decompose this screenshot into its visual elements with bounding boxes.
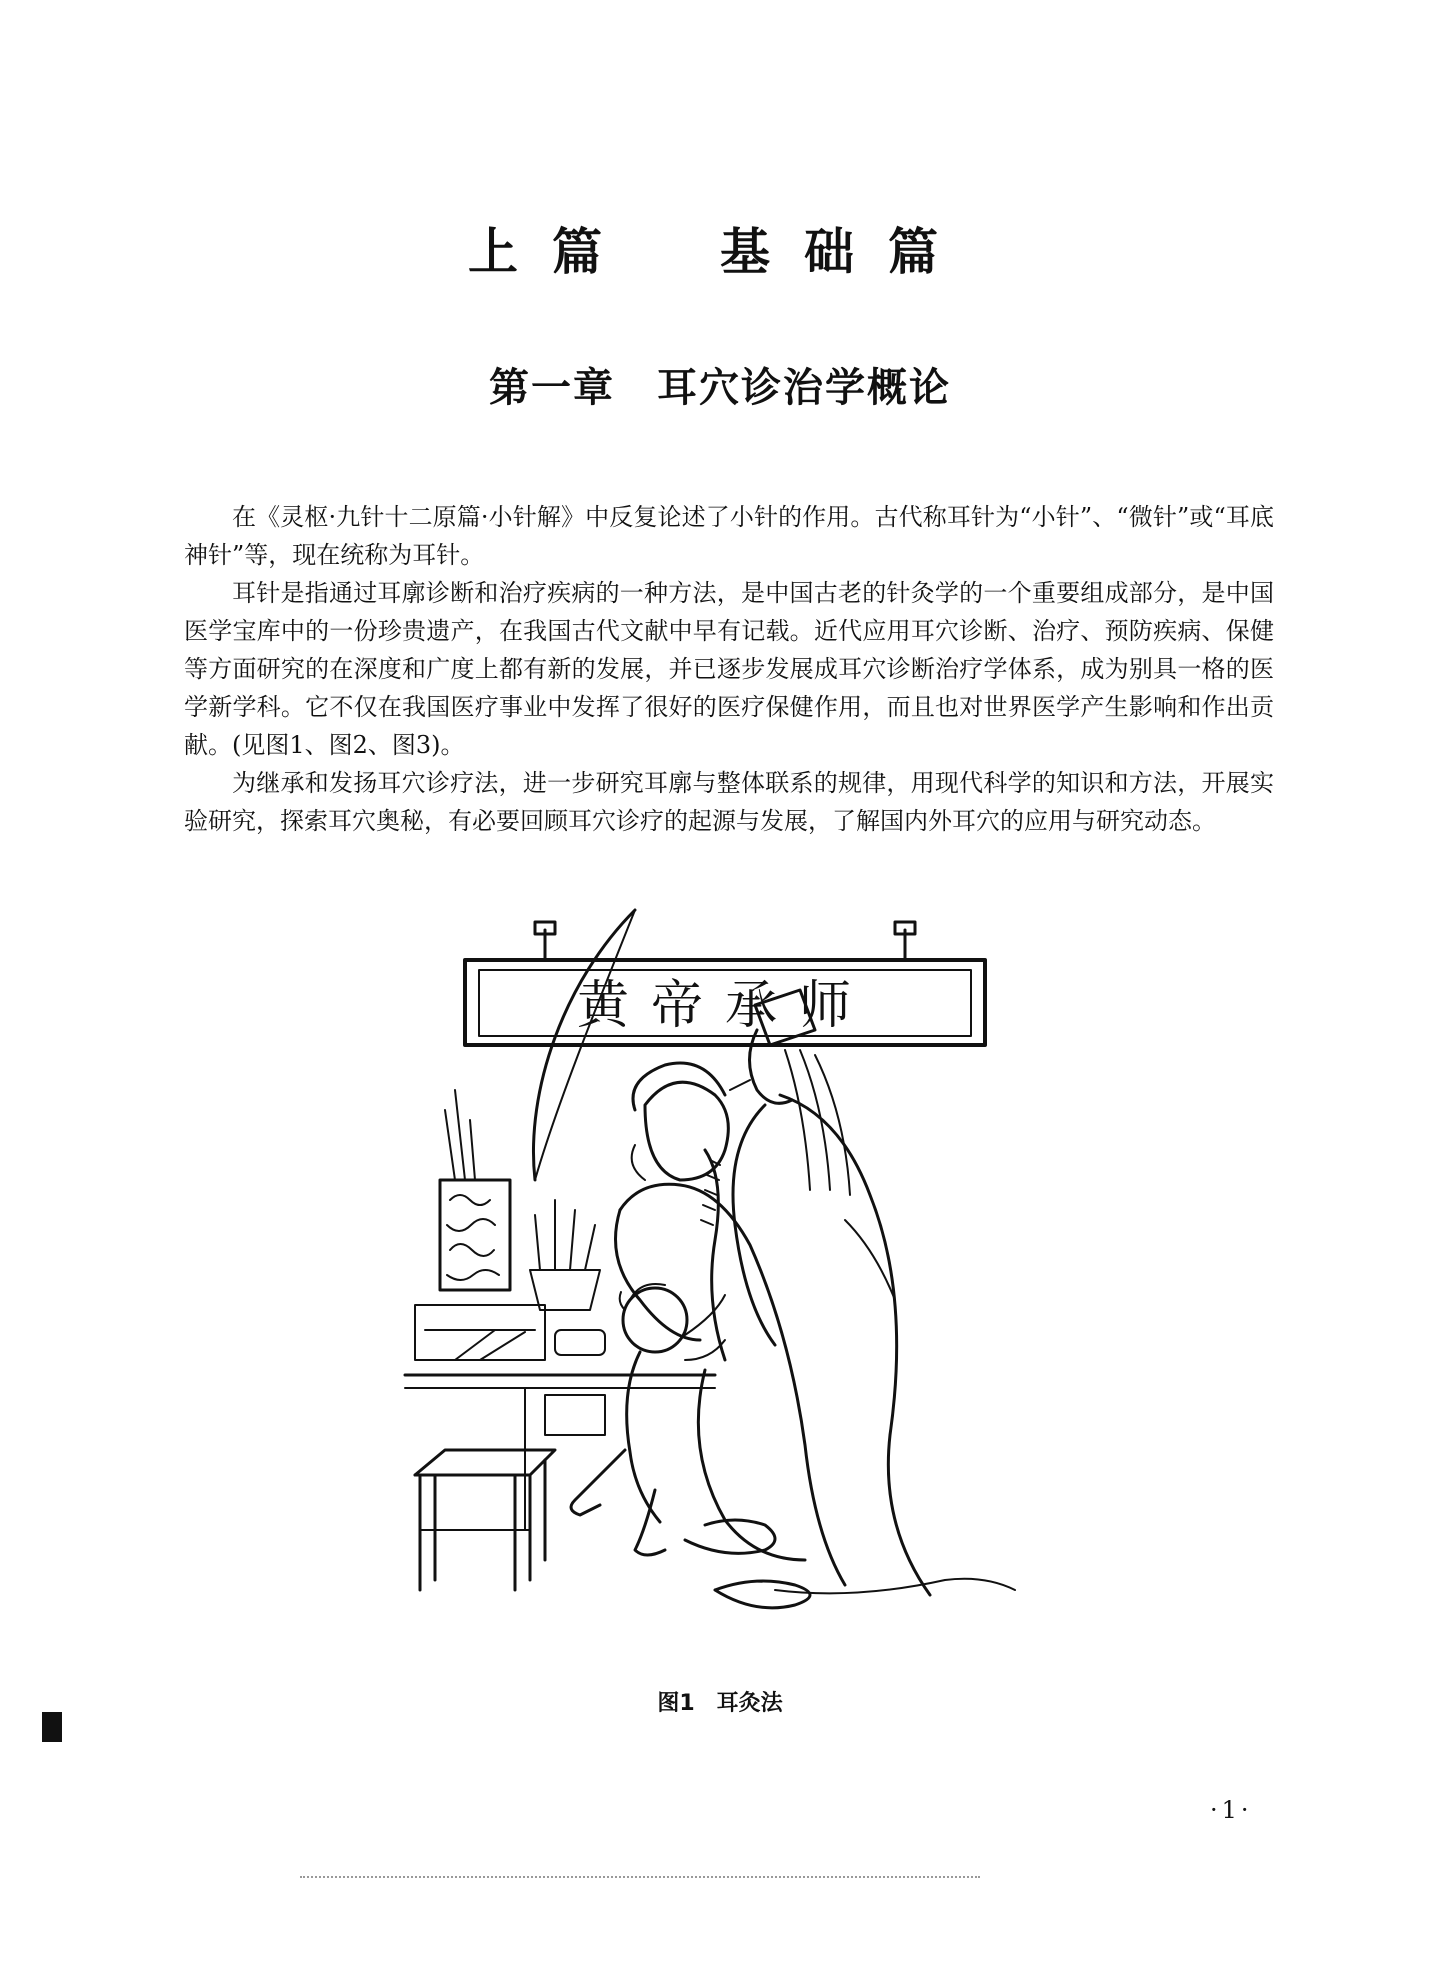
stool — [415, 1450, 555, 1590]
chapter-title: 第一章 耳穴诊治学概论 — [489, 365, 951, 411]
paragraph-3: 为继承和发扬耳穴诊疗法，进一步研究耳廓与整体联系的规律，用现代科学的知识和方法，开展实验研究，探索耳穴奥秘，有必要回顾耳穴诊疗的起源与发展，了解国内外耳穴的应用与研究动态。 — [184, 769, 1274, 835]
child-patient — [571, 1284, 725, 1555]
figure-ear-moxibustion-illustration — [385, 890, 1055, 1660]
page-number: ·1· — [1210, 1796, 1253, 1824]
figure-caption: 图1 耳灸法 — [657, 1691, 783, 1716]
plaque-text: 黄帝承师 — [576, 976, 874, 1036]
part-title: 上篇 基础篇 — [468, 223, 972, 281]
paragraph-1: 在《灵枢·九针十二原篇·小针解》中反复论述了小针的作用。古代称耳针为“小针”、“微针”或“耳底神针”等，现在统称为耳针。 — [184, 503, 1274, 569]
binding-edge-mark — [42, 1712, 62, 1742]
scan-artifact-line — [300, 1876, 980, 1878]
plaque — [465, 922, 985, 1045]
body-text — [184, 498, 1274, 840]
standing-elder — [715, 990, 1015, 1608]
paragraph-2: 耳针是指通过耳廓诊断和治疗疾病的一种方法，是中国古老的针灸学的一个重要组成部分，是中国医学宝库中的一份珍贵遗产，在我国古代文献中早有记载。近代应用耳穴诊断、治疗、预防疾病、保健等方面研究的在深度和广度上都有新的发展，并已逐步发展成耳穴诊断治疗学体系，成为别具一格的医学新学科。它不仅在我国医疗事业中发挥了很好的医疗保健作用，而且也对世界医学产生影响和作出贡献。(见图1、图2、图3)。 — [184, 579, 1274, 759]
